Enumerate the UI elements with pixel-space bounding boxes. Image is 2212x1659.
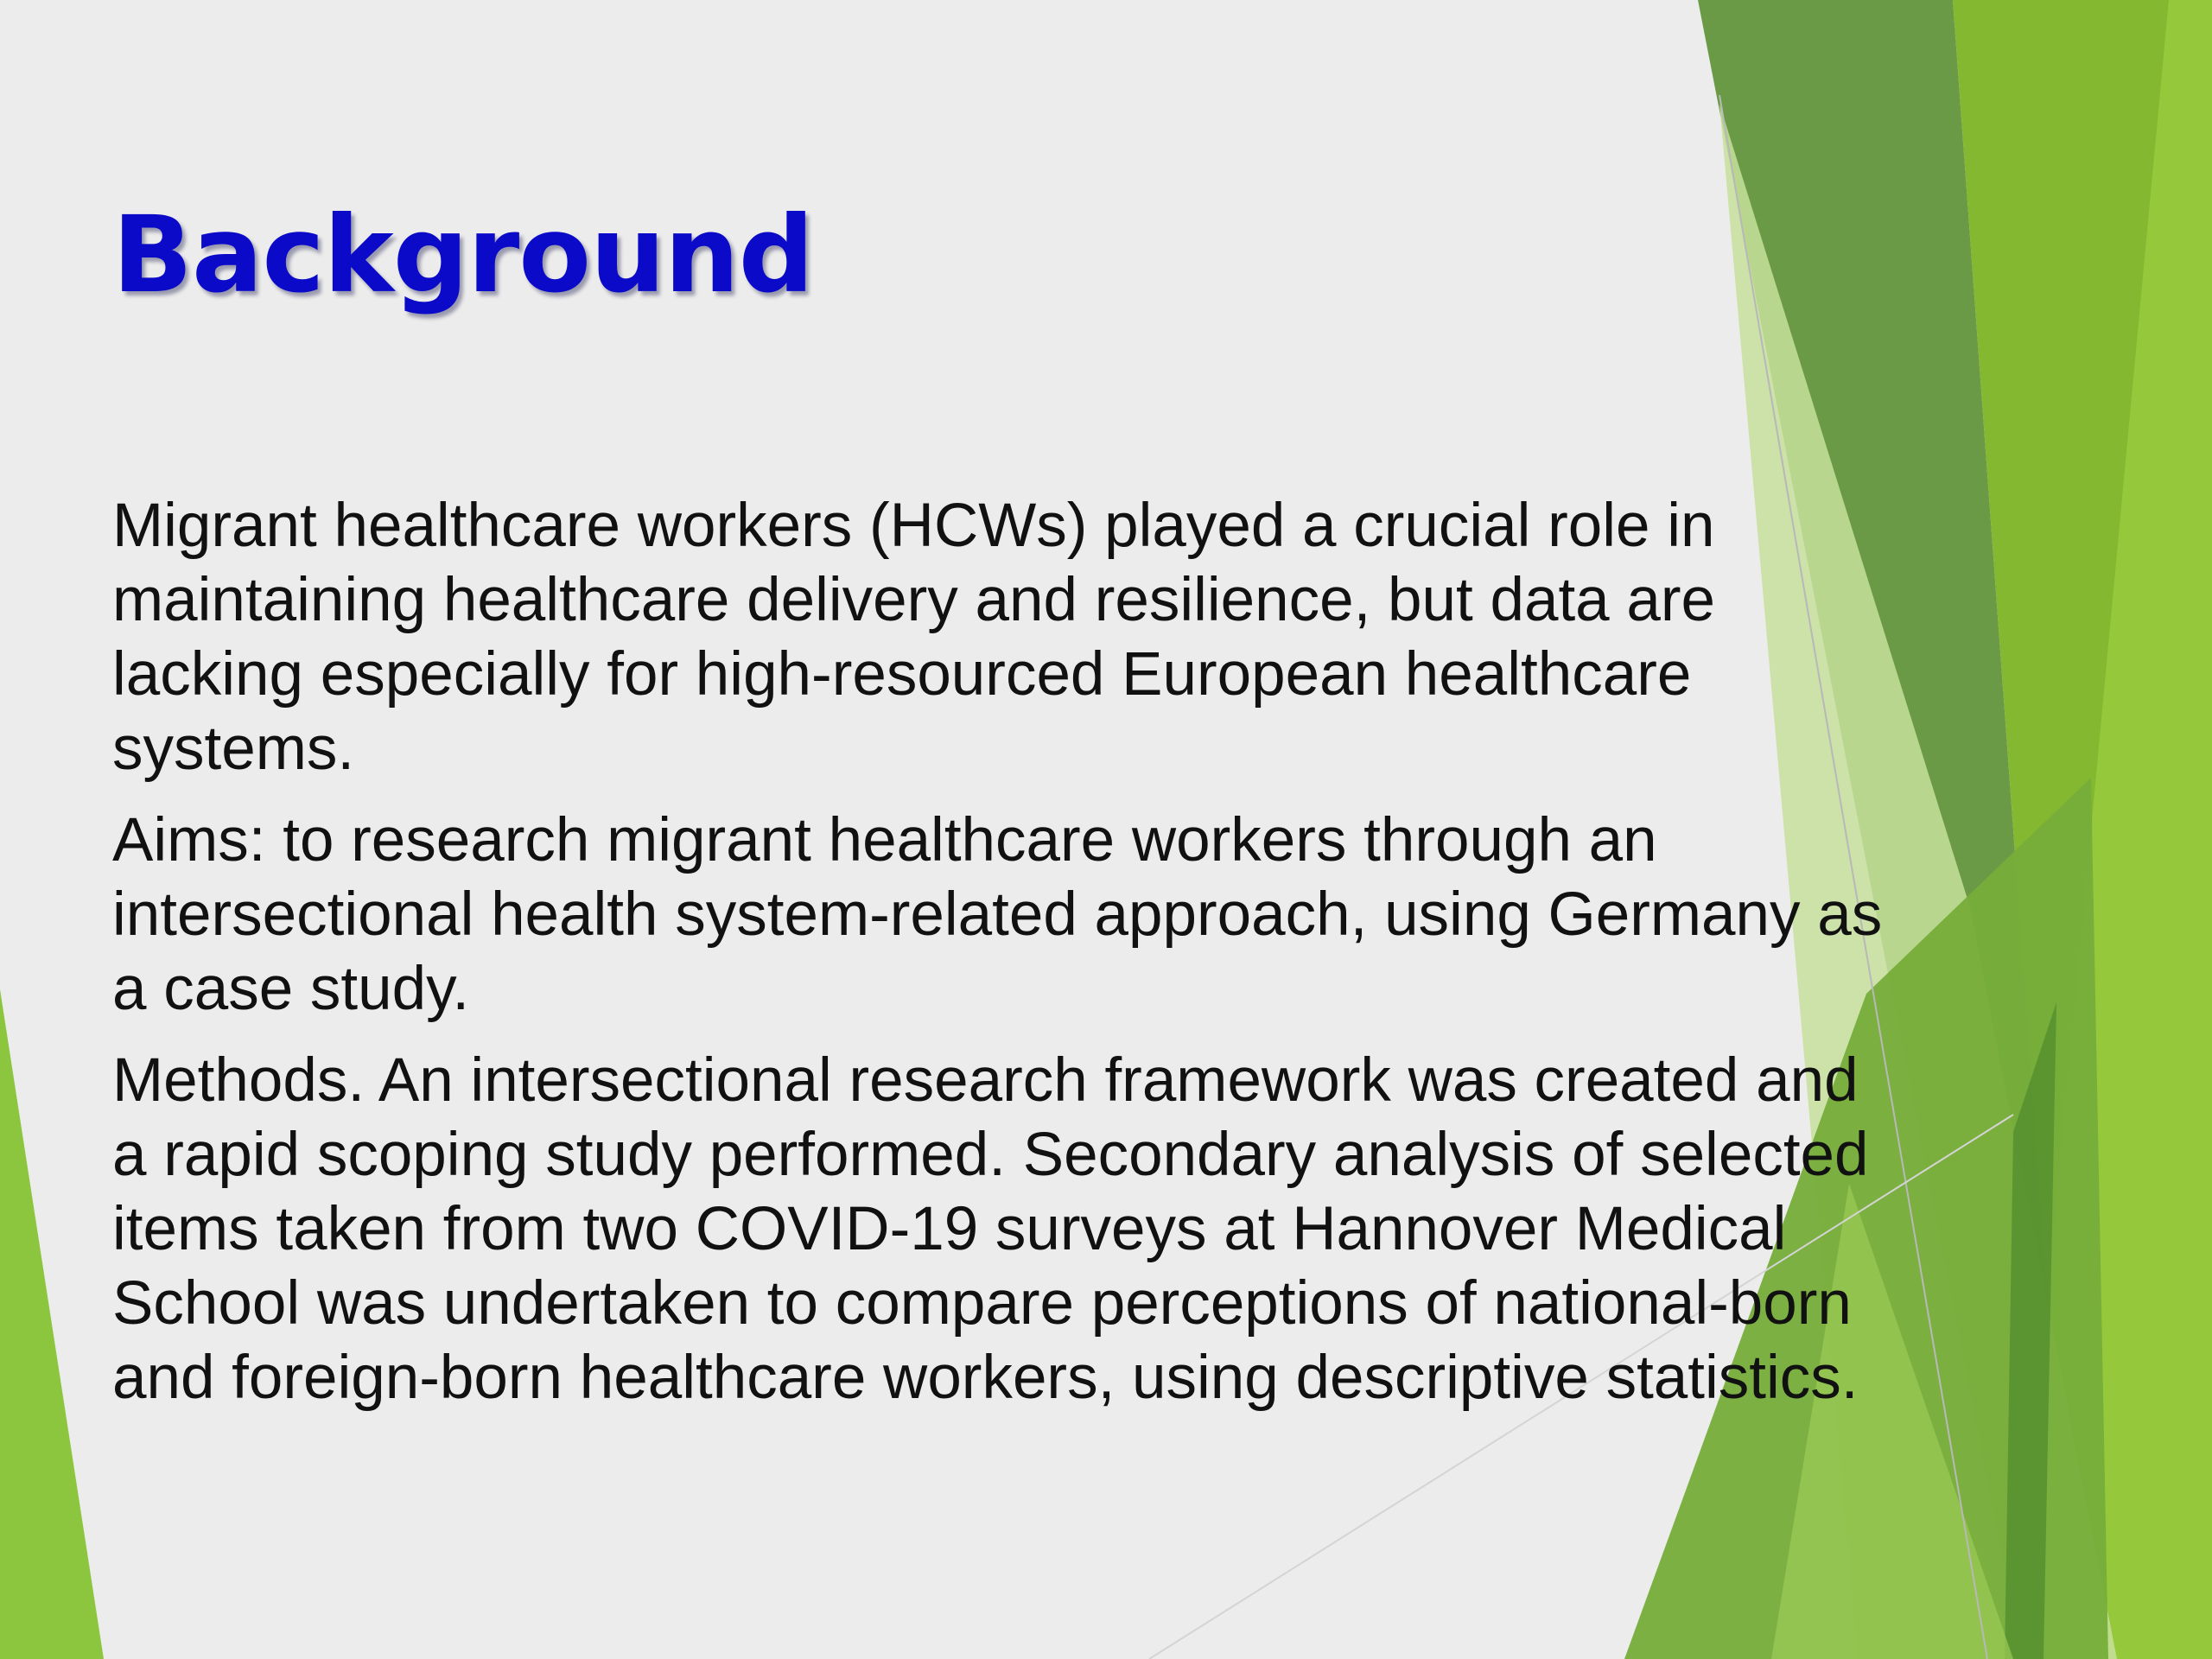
left-green-sliver xyxy=(0,989,104,1659)
background-paragraph: Migrant healthcare workers (HCWs) played a crucial role in maintaining healthcare delivery and resilience, but data are lacking especially for high-resourced European healthcare systems. xyxy=(112,492,1716,783)
aims-paragraph: Aims: to research migrant healthcare workers through an intersectional health system-related approach, using Germany as a case study. xyxy=(112,806,1883,1023)
slide-title: Background xyxy=(112,194,814,316)
methods-paragraph: Methods. An intersectional research framework was created and a rapid scoping study performed. Secondary analysis of selected items taken from two COVID-19 surveys at Hannover Medical School was undertaken to compare perceptions of national-born and foreign-born healthcare workers, using descriptive statistics. xyxy=(112,1046,1869,1412)
slide-body xyxy=(112,489,1892,1433)
